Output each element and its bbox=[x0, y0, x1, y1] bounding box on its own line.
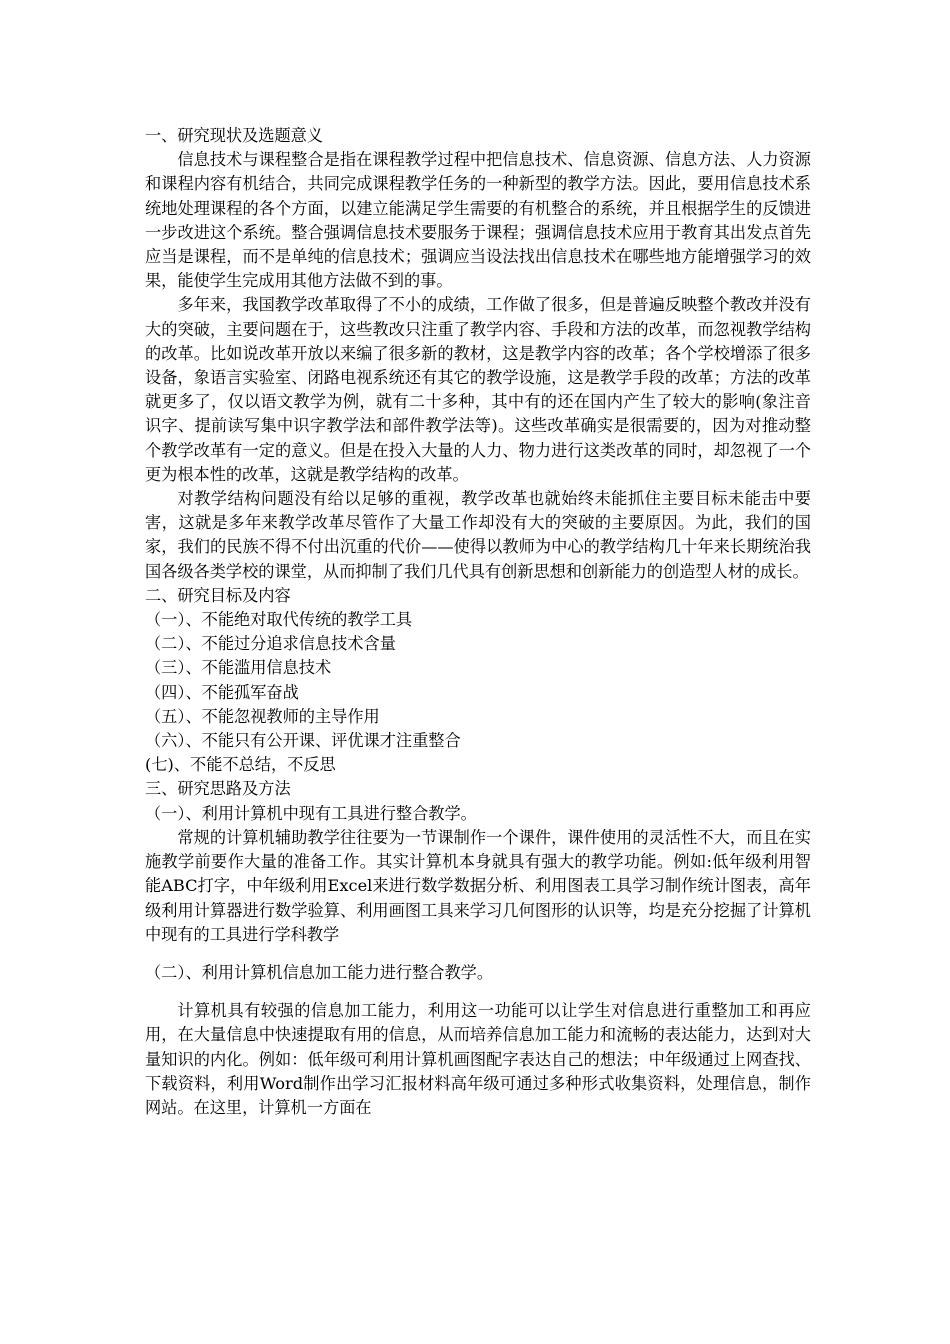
section-2-heading: 二、研究目标及内容 bbox=[145, 585, 291, 605]
section-1-paragraph-2: 多年来，我国教学改革取得了不小的成绩，工作做了很多，但是普遍反映整个教改并没有大的突破，主要问题在于，这些教改只注重了教学内容、手段和方法的改革，而忽视教学结构的改革。比如说改革开放以来编了很多新的教材，这是教学内容的改革；各个学校增添了很多设备，象语言实验室、闭路电视系统还有其它的教学设施，这是教学手段的改革；方法的改革就更多了，仅以语文教学为例，就有二十多种，其中有的还在国内产生了较大的影响(象注音识字、提前读写集中识字教学法和部件教学法等)。这些改革确实是很需要的，因为对推动整个教学改革有一定的意义。但是在投入大量的人力、物力进行这类改革的同时，却忽视了一个更为根本性的改革，这就是教学结构的改革。 bbox=[145, 295, 811, 484]
section-2-item-2: （二）、不能过分追求信息技术含量 bbox=[145, 634, 396, 654]
section-2-item-4: （四）、不能孤军奋战 bbox=[145, 682, 299, 702]
section-2-item-6: （六）、不能只有公开课、评优课才注重整合 bbox=[145, 731, 461, 751]
document-page bbox=[145, 124, 811, 1120]
section-2-item-5: （五）、不能忽视教师的主导作用 bbox=[145, 706, 380, 726]
section-3-subheading-2: （二）、利用计算机信息加工能力进行整合教学。 bbox=[145, 962, 494, 982]
section-3-paragraph-1: 常规的计算机辅助教学往往要为一节课制作一个课件，课件使用的灵活性不大，而且在实施教学前要作大量的准备工作。其实计算机本身就具有强大的教学功能。例如:低年级利用智能ABC打字，中年级利用Excel来进行数学数据分析、利用图表工具学习制作统计图表，高年级利用计算器进行数学验算、利用画图工具来学习几何图形的认识等，均是充分挖掘了计算机中现有的工具进行学科教学 bbox=[145, 827, 811, 944]
section-1-heading: 一、研究现状及选题意义 bbox=[145, 126, 324, 145]
section-3-heading: 三、研究思路及方法 bbox=[145, 779, 291, 799]
section-1-paragraph-3: 对教学结构问题没有给以足够的重视，教学改革也就始终未能抓住主要目标未能击中要害，这就是多年来教学改革尽管作了大量工作却没有大的突破的主要原因。为此，我们的国家，我们的民族不得不付出沉重的代价——使得以教师为中心的教学结构几十年来长期统治我国各级各类学校的课堂，从而抑制了我们几代具有创新思想和创新能力的创造型人材的成长。 bbox=[145, 489, 811, 581]
section-2-item-3: （三）、不能滥用信息技术 bbox=[145, 658, 332, 678]
section-1-paragraph-1: 信息技术与课程整合是指在课程教学过程中把信息技术、信息资源、信息方法、人力资源和课程内容有机结合，共同完成课程教学任务的一种新型的教学方法。因此，要用信息技术系统地处理课程的各个方面，以建立能满足学生需要的有机整合的系统，并且根据学生的反馈进一步改进这个系统。整合强调信息技术要服务于课程；强调信息技术应用于教育其出发点首先应当是课程，而不是单纯的信息技术；强调应当设法找出信息技术在哪些地方能增强学习的效果，能使学生完成用其他方法做不到的事。 bbox=[145, 150, 811, 291]
section-2-item-7: (七)、不能不总结，不反思 bbox=[145, 755, 336, 775]
section-3-paragraph-2: 计算机具有较强的信息加工能力，利用这一功能可以让学生对信息进行重整加工和再应用，在大量信息中快速提取有用的信息，从而培养信息加工能力和流畅的表达能力，达到对大量知识的内化。例如：低年级可利用计算机画图配字表达自己的想法；中年级通过上网查找、下载资料，利用Word制作出学习汇报材料高年级可通过多种形式收集资料，处理信息，制作网站。在这里，计算机一方面在 bbox=[145, 1001, 811, 1117]
section-2-item-1: （一）、不能绝对取代传统的教学工具 bbox=[145, 610, 413, 630]
section-3-subheading-1: （一）、利用计算机中现有工具进行整合教学。 bbox=[145, 803, 477, 823]
